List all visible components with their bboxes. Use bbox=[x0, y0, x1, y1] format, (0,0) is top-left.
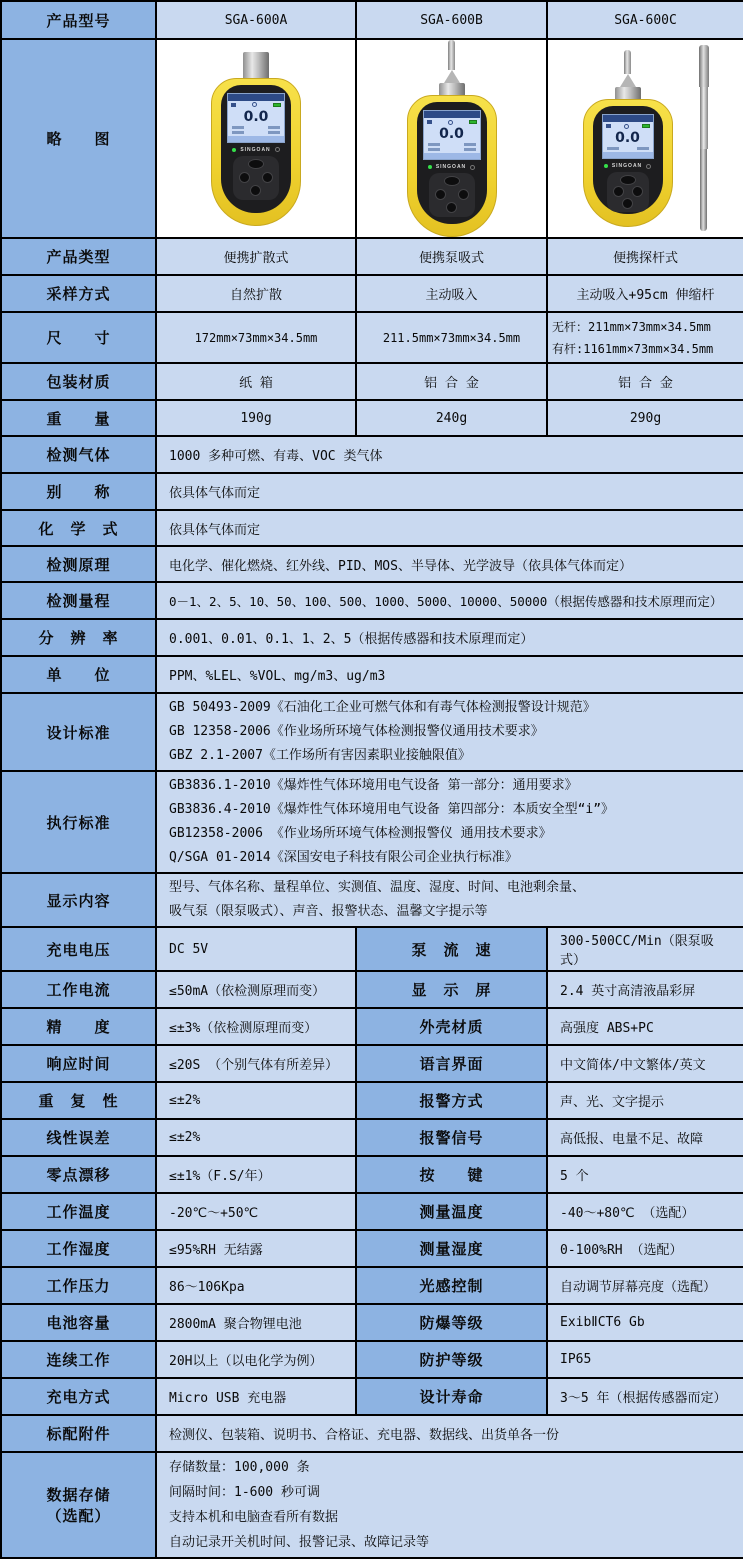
brand-text: SINGOAN bbox=[435, 164, 467, 170]
spec-value: 3～5 年（根据传感器而定） bbox=[547, 1378, 743, 1415]
spec-value: 20H以上（以电化学为例） bbox=[156, 1341, 356, 1378]
storage-label-line: （选配） bbox=[46, 1508, 111, 1525]
table-row bbox=[1, 1304, 743, 1341]
table-row-gases bbox=[1, 436, 743, 473]
standard-line: Q/SGA 01-2014《深国安电子科技有限公司企业执行标准》 bbox=[169, 850, 518, 865]
table-row bbox=[1, 971, 743, 1008]
storage-label-line: 数据存储 bbox=[46, 1487, 111, 1504]
display-content-line: 吸气泵（限泵吸式）、声音、报警状态、温馨文字提示等 bbox=[169, 904, 488, 919]
standard-line: GB3836.4-2010《爆炸性气体环境用电气设备 第四部分：本质安全型“i”》 bbox=[169, 802, 615, 817]
spec-value: ≤±2% bbox=[156, 1082, 356, 1119]
spec-value: ≤±3%（依检测原理而变） bbox=[156, 1008, 356, 1045]
row-label: 工作湿度 bbox=[1, 1230, 156, 1267]
screen-reading: 0.0 bbox=[243, 108, 269, 125]
battery-icon bbox=[469, 120, 477, 124]
row-label: 产品类型 bbox=[1, 238, 156, 275]
keypad bbox=[429, 173, 475, 217]
table-row bbox=[1, 1045, 743, 1082]
table-row bbox=[1, 1267, 743, 1304]
row-label: 显 示 屏 bbox=[356, 971, 547, 1008]
spec-value: 检测仪、包装箱、说明书、合格证、充电器、数据线、出货单各一份 bbox=[156, 1415, 743, 1452]
row-label: 化 学 式 bbox=[1, 510, 156, 546]
status-led bbox=[232, 148, 236, 152]
spec-value: 主动吸入+95cm 伸缩杆 bbox=[547, 275, 743, 312]
table-row-display-content bbox=[1, 873, 743, 927]
model-name-sga600b: SGA-600B bbox=[356, 1, 547, 39]
row-label: 工作温度 bbox=[1, 1193, 156, 1230]
standard-line: GBZ 2.1-2007《工作场所有害因素职业接触限值》 bbox=[169, 748, 471, 763]
spec-value: -40～+80℃ （选配） bbox=[547, 1193, 743, 1230]
spec-value: ExibⅡCT6 Gb bbox=[547, 1304, 743, 1341]
spec-value: PPM、%LEL、%VOL、mg/m3、ug/m3 bbox=[156, 656, 743, 693]
table-row-range bbox=[1, 582, 743, 619]
spec-value: 高低报、电量不足、故障 bbox=[547, 1119, 743, 1156]
row-label: 采样方式 bbox=[1, 275, 156, 312]
row-label: 单 位 bbox=[1, 656, 156, 693]
fan-icon bbox=[624, 124, 629, 129]
status-led bbox=[604, 164, 608, 168]
storage-line: 支持本机和电脑查看所有数据 bbox=[169, 1510, 339, 1525]
spec-value: 86～106Kpa bbox=[156, 1267, 356, 1304]
spec-value: 300-500CC/Min（限泵吸式） bbox=[547, 927, 743, 971]
spec-value bbox=[156, 693, 743, 771]
table-row-design-standards bbox=[1, 693, 743, 771]
table-row-principle bbox=[1, 546, 743, 582]
sketch-label: 略 图 bbox=[1, 39, 156, 238]
spec-value: 中文简体/中文繁体/英文 bbox=[547, 1045, 743, 1082]
storage-line: 自动记录开关机时间、报警记录、故障记录等 bbox=[169, 1535, 430, 1550]
table-row-accessories bbox=[1, 1415, 743, 1452]
table-row bbox=[1, 1008, 743, 1045]
spec-value: 240g bbox=[356, 400, 547, 436]
row-label: 检测气体 bbox=[1, 436, 156, 473]
row-label: 线性误差 bbox=[1, 1119, 156, 1156]
row-label: 按 键 bbox=[356, 1156, 547, 1193]
row-label: 检测量程 bbox=[1, 582, 156, 619]
spec-value: 便携泵吸式 bbox=[356, 238, 547, 275]
row-label: 显示内容 bbox=[1, 873, 156, 927]
spec-value: Micro USB 充电器 bbox=[156, 1378, 356, 1415]
model-name-sga600c: SGA-600C bbox=[547, 1, 743, 39]
keypad bbox=[607, 172, 649, 212]
row-label: 工作压力 bbox=[1, 1267, 156, 1304]
row-label: 重 量 bbox=[1, 400, 156, 436]
gas-detector-image-c bbox=[583, 50, 673, 227]
storage-line: 间隔时间：1-600 秒可调 bbox=[169, 1485, 320, 1500]
row-label: 精 度 bbox=[1, 1008, 156, 1045]
fan-icon bbox=[252, 102, 257, 107]
spec-value bbox=[156, 771, 743, 873]
row-label: 别 称 bbox=[1, 473, 156, 510]
row-label: 包装材质 bbox=[1, 363, 156, 400]
table-row-resolution bbox=[1, 619, 743, 656]
spec-value: 211.5mm×73mm×34.5mm bbox=[356, 312, 547, 363]
table-row bbox=[1, 1341, 743, 1378]
device-screen bbox=[602, 114, 654, 159]
brand-text: SINGOAN bbox=[240, 146, 271, 153]
storage-line: 存储数量：100,000 条 bbox=[169, 1460, 310, 1475]
table-row bbox=[1, 1378, 743, 1415]
table-row bbox=[1, 1230, 743, 1267]
table-row-product-type bbox=[1, 238, 743, 275]
row-label: 执行标准 bbox=[1, 771, 156, 873]
brand-text: SINGOAN bbox=[611, 163, 643, 169]
row-label: 连续工作 bbox=[1, 1341, 156, 1378]
standard-line: GB12358-2006 《作业场所环境气体检测报警仪 通用技术要求》 bbox=[169, 826, 552, 841]
spec-value: 纸 箱 bbox=[156, 363, 356, 400]
row-label: 报警方式 bbox=[356, 1082, 547, 1119]
row-label: 标配附件 bbox=[1, 1415, 156, 1452]
spec-value: DC 5V bbox=[156, 927, 356, 971]
product-image-cell-c bbox=[547, 39, 743, 238]
spec-value: 便携扩散式 bbox=[156, 238, 356, 275]
spec-value: -20℃～+50℃ bbox=[156, 1193, 356, 1230]
spec-value bbox=[547, 312, 743, 363]
spec-value: 声、光、文字提示 bbox=[547, 1082, 743, 1119]
spec-value: ≤±2% bbox=[156, 1119, 356, 1156]
display-content-line: 型号、气体名称、量程单位、实测值、温度、湿度、时间、电池剩余量、 bbox=[169, 880, 586, 895]
row-label: 设计寿命 bbox=[356, 1378, 547, 1415]
sketch-row bbox=[1, 39, 743, 238]
row-label: 外壳材质 bbox=[356, 1008, 547, 1045]
row-label: 分 辨 率 bbox=[1, 619, 156, 656]
spec-value: 0.001、0.01、0.1、1、2、5（根据传感器和技术原理而定） bbox=[156, 619, 743, 656]
spec-value: IP65 bbox=[547, 1341, 743, 1378]
table-row bbox=[1, 1193, 743, 1230]
device-screen bbox=[423, 110, 481, 160]
product-image-cell-a bbox=[156, 39, 356, 238]
row-label: 电池容量 bbox=[1, 1304, 156, 1341]
spec-value: 电化学、催化燃烧、红外线、PID、MOS、半导体、光学波导（依具体气体而定） bbox=[156, 546, 743, 582]
speaker-icon bbox=[427, 120, 432, 124]
device-screen bbox=[227, 93, 285, 143]
table-row bbox=[1, 927, 743, 971]
screen-reading: 0.0 bbox=[439, 126, 464, 142]
sensor-cap bbox=[439, 83, 465, 95]
row-label: 报警信号 bbox=[356, 1119, 547, 1156]
row-label bbox=[1, 1452, 156, 1558]
fan-icon bbox=[448, 120, 453, 125]
speaker-icon bbox=[231, 103, 236, 107]
table-row bbox=[1, 1119, 743, 1156]
spec-value: 290g bbox=[547, 400, 743, 436]
probe-collar bbox=[444, 70, 460, 83]
sensor-cap bbox=[243, 52, 269, 78]
gas-detector-image-b bbox=[407, 40, 497, 237]
probe-collar bbox=[620, 74, 636, 87]
gas-detector-image-a bbox=[211, 52, 301, 226]
header-row bbox=[1, 1, 743, 39]
row-label: 测量湿度 bbox=[356, 1230, 547, 1267]
spec-value: 0-100%RH （选配） bbox=[547, 1230, 743, 1267]
spec-value: 依具体气体而定 bbox=[156, 473, 743, 510]
standard-line: GB 50493-2009《石油化工企业可燃气体和有毒气体检测报警设计规范》 bbox=[169, 700, 596, 715]
row-label: 重 复 性 bbox=[1, 1082, 156, 1119]
row-label: 语言界面 bbox=[356, 1045, 547, 1082]
model-name-sga600a: SGA-600A bbox=[156, 1, 356, 39]
spec-value bbox=[156, 1452, 743, 1558]
spec-value: 2.4 英寸高清液晶彩屏 bbox=[547, 971, 743, 1008]
table-row-packaging bbox=[1, 363, 743, 400]
power-button-icon bbox=[275, 147, 280, 152]
sensor-cap bbox=[615, 87, 641, 99]
table-row-alias bbox=[1, 473, 743, 510]
table-row-dimensions bbox=[1, 312, 743, 363]
standard-line: GB3836.1-2010《爆炸性气体环境用电气设备 第一部分：通用要求》 bbox=[169, 778, 578, 793]
table-row bbox=[1, 1082, 743, 1119]
table-row-formula bbox=[1, 510, 743, 546]
spec-value: 依具体气体而定 bbox=[156, 510, 743, 546]
telescopic-rod-image bbox=[699, 45, 709, 233]
row-label: 设计标准 bbox=[1, 693, 156, 771]
row-label: 防爆等级 bbox=[356, 1304, 547, 1341]
table-row-execution-standards bbox=[1, 771, 743, 873]
table-row-unit bbox=[1, 656, 743, 693]
table-row-weight bbox=[1, 400, 743, 436]
dimension-without-rod: 无杆：211mm×73mm×34.5mm bbox=[552, 319, 711, 334]
product-model-label: 产品型号 bbox=[1, 1, 156, 39]
table-row bbox=[1, 1156, 743, 1193]
spec-value: ≤20S （个别气体有所差异） bbox=[156, 1045, 356, 1082]
row-label: 零点漂移 bbox=[1, 1156, 156, 1193]
spec-value: ≤±1%（F.S/年） bbox=[156, 1156, 356, 1193]
row-label: 测量温度 bbox=[356, 1193, 547, 1230]
spec-value: 0－1、2、5、10、50、100、500、1000、5000、10000、50000（根据传感器和技术原理而定） bbox=[156, 582, 743, 619]
spec-value: 主动吸入 bbox=[356, 275, 547, 312]
spec-value: ≤95%RH 无结露 bbox=[156, 1230, 356, 1267]
speaker-icon bbox=[606, 124, 611, 128]
pump-probe bbox=[448, 40, 455, 70]
row-label: 防护等级 bbox=[356, 1341, 547, 1378]
spec-value: 铝 合 金 bbox=[356, 363, 547, 400]
spec-value: 便携探杆式 bbox=[547, 238, 743, 275]
spec-value bbox=[156, 873, 743, 927]
spec-value: 自然扩散 bbox=[156, 275, 356, 312]
standard-line: GB 12358-2006《作业场所环境气体检测报警仪通用技术要求》 bbox=[169, 724, 544, 739]
keypad bbox=[233, 156, 279, 200]
spec-value: 自动调节屏幕亮度（选配） bbox=[547, 1267, 743, 1304]
row-label: 响应时间 bbox=[1, 1045, 156, 1082]
pump-probe bbox=[624, 50, 631, 74]
battery-icon bbox=[642, 124, 650, 128]
dimension-with-rod: 有杆:1161mm×73mm×34.5mm bbox=[552, 341, 714, 356]
spec-value: 1000 多种可燃、有毒、VOC 类气体 bbox=[156, 436, 743, 473]
product-image-cell-b bbox=[356, 39, 547, 238]
screen-reading: 0.0 bbox=[615, 130, 640, 146]
row-label: 光感控制 bbox=[356, 1267, 547, 1304]
spec-value: 2800mA 聚合物锂电池 bbox=[156, 1304, 356, 1341]
spec-value: 高强度 ABS+PC bbox=[547, 1008, 743, 1045]
power-button-icon bbox=[470, 165, 475, 170]
spec-value: 172mm×73mm×34.5mm bbox=[156, 312, 356, 363]
battery-icon bbox=[273, 103, 281, 107]
row-label: 充电方式 bbox=[1, 1378, 156, 1415]
row-label: 工作电流 bbox=[1, 971, 156, 1008]
spec-value: 铝 合 金 bbox=[547, 363, 743, 400]
status-led bbox=[428, 165, 432, 169]
row-label: 尺 寸 bbox=[1, 312, 156, 363]
spec-value: 5 个 bbox=[547, 1156, 743, 1193]
power-button-icon bbox=[646, 164, 651, 169]
spec-value: ≤50mA（依检测原理而变） bbox=[156, 971, 356, 1008]
table-row-data-storage bbox=[1, 1452, 743, 1558]
row-label: 检测原理 bbox=[1, 546, 156, 582]
spec-value: 190g bbox=[156, 400, 356, 436]
table-row-sampling bbox=[1, 275, 743, 312]
row-label: 充电电压 bbox=[1, 927, 156, 971]
row-label: 泵 流 速 bbox=[356, 927, 547, 971]
